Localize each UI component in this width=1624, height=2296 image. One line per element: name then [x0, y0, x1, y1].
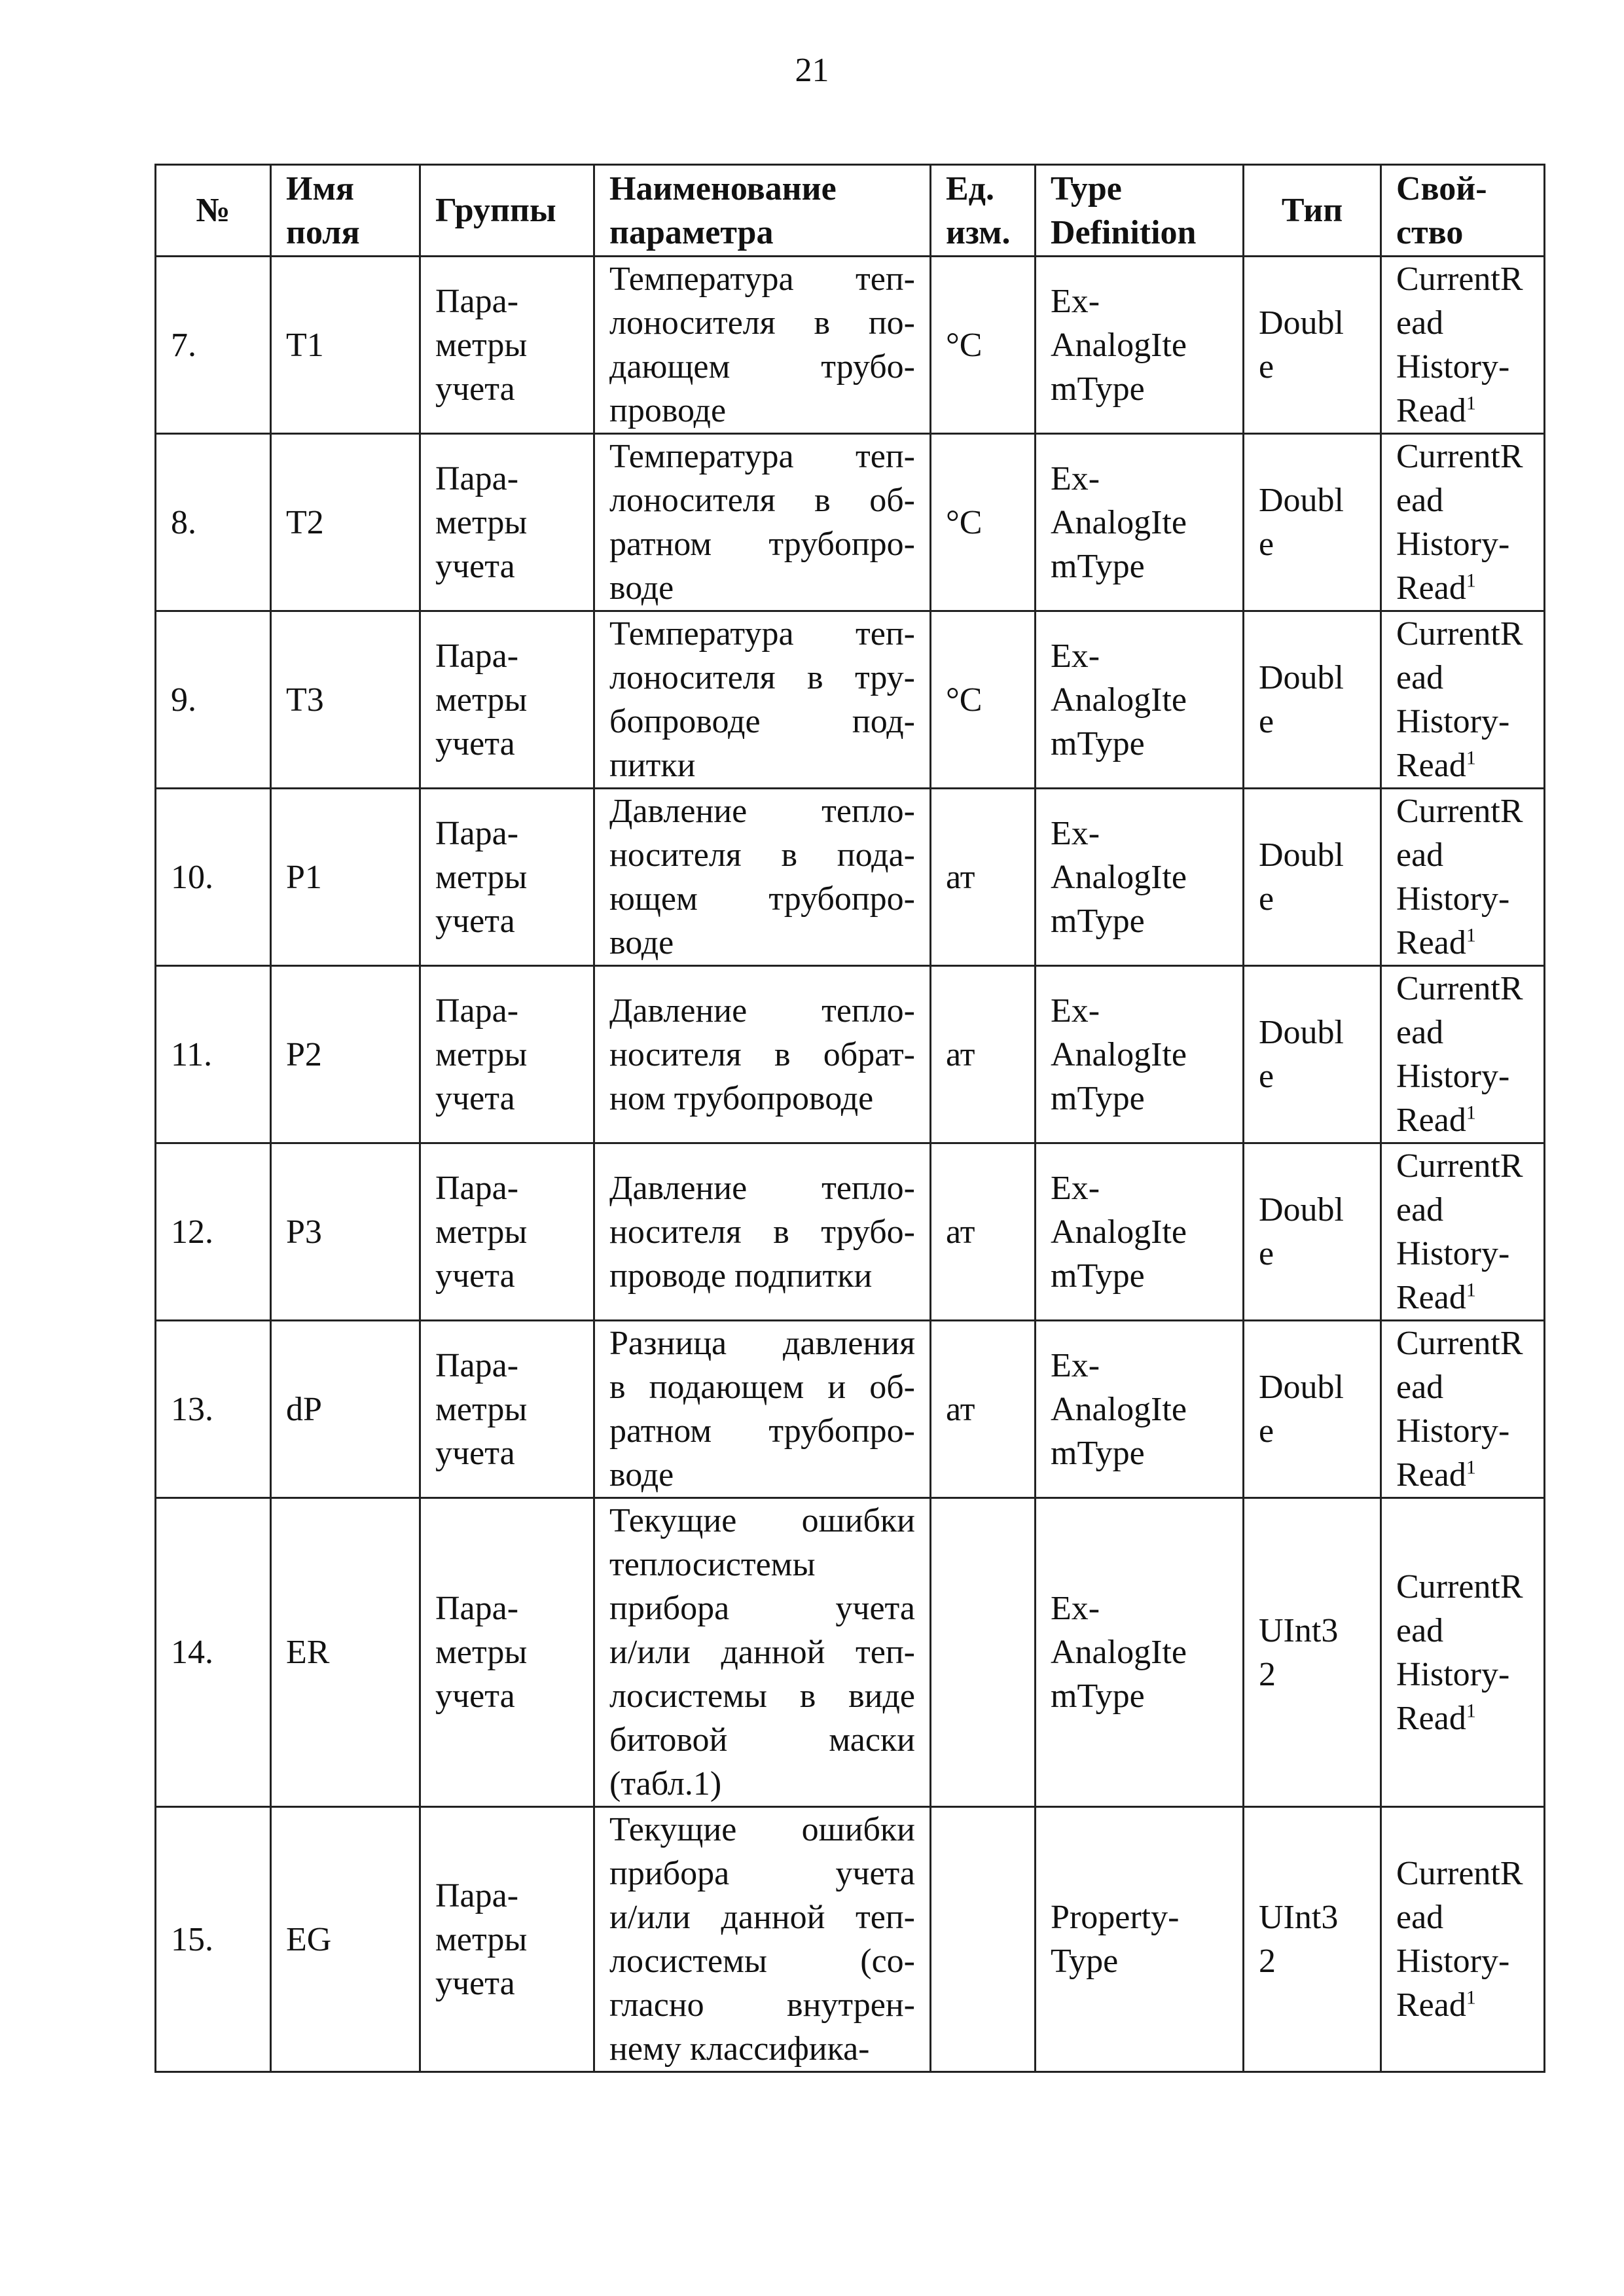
row-number-cell: 9.	[156, 611, 271, 789]
table-body	[156, 257, 1545, 2072]
header-property	[1381, 165, 1545, 257]
parameter-name-line: (табл.1)	[609, 1765, 722, 1803]
property-line: Read	[1396, 1699, 1466, 1737]
table-row	[156, 1143, 1545, 1321]
unit-cell	[931, 1807, 1036, 2072]
data-type-line: Doubl	[1259, 482, 1344, 519]
header-type-definition	[1036, 165, 1244, 257]
parameter-name-line: ющем трубопро-	[609, 880, 915, 918]
group-line: Пара-	[435, 814, 519, 852]
parameter-name-line: Давление тепло-	[609, 793, 915, 830]
table-row	[156, 257, 1545, 434]
header-parameter-name-line: Наименование	[609, 170, 837, 207]
header-parameter-name	[594, 165, 931, 257]
group-line: учета	[435, 902, 515, 940]
property-line: Read	[1396, 1102, 1466, 1139]
data-type-cell	[1244, 257, 1381, 434]
property-line: CurrentR	[1396, 1325, 1523, 1362]
group-line: Пара-	[435, 637, 519, 675]
footnote-marker: 1	[1466, 392, 1476, 414]
parameter-name-cell	[594, 1143, 931, 1321]
data-type-line: e	[1259, 526, 1274, 563]
parameter-name-line: воде	[609, 569, 674, 607]
row-number-cell: 11.	[156, 966, 271, 1143]
group-line: Пара-	[435, 992, 519, 1030]
type-definition-cell	[1036, 434, 1244, 611]
parameter-name-line: ратном трубопро-	[609, 1412, 915, 1450]
property-cell	[1381, 789, 1545, 966]
parameter-name-line: проводе подпитки	[609, 1257, 873, 1295]
property-line-with-footnote	[1396, 1276, 1529, 1319]
header-type-definition-line: Definition	[1051, 213, 1197, 251]
property-line-with-footnote	[1396, 1983, 1529, 2027]
data-type-cell	[1244, 1498, 1381, 1807]
group-line: учета	[435, 547, 515, 585]
property-cell	[1381, 966, 1545, 1143]
data-type-cell	[1244, 611, 1381, 789]
data-type-line: Doubl	[1259, 304, 1344, 342]
row-number-cell: 15.	[156, 1807, 271, 2072]
group-line: метры	[435, 1920, 528, 1958]
property-cell	[1381, 1498, 1545, 1807]
property-line: ead	[1396, 1611, 1444, 1649]
property-line-with-footnote	[1396, 744, 1529, 787]
property-line: Read	[1396, 1456, 1466, 1494]
type-definition-line: mType	[1051, 1434, 1145, 1472]
header-groups: Группы	[420, 165, 594, 257]
unit-cell: ат	[931, 789, 1036, 966]
table-row	[156, 1321, 1545, 1498]
header-property-line: Свой-	[1396, 170, 1487, 207]
property-line: History-	[1396, 703, 1510, 740]
header-parameter-name-line: параметра	[609, 213, 774, 251]
row-number-cell: 8.	[156, 434, 271, 611]
property-line: ead	[1396, 1369, 1444, 1406]
type-definition-line: Type	[1051, 1943, 1119, 1980]
row-number-cell: 12.	[156, 1143, 271, 1321]
property-line: CurrentR	[1396, 260, 1523, 298]
footnote-marker: 1	[1466, 569, 1476, 592]
type-definition-line: AnalogIte	[1051, 681, 1187, 719]
header-unit	[931, 165, 1036, 257]
parameter-name-cell	[594, 966, 931, 1143]
parameter-name-line: прибора учета	[609, 1590, 915, 1627]
group-line: метры	[435, 1035, 528, 1073]
field-name-cell: T2	[271, 434, 420, 611]
parameter-name-line: воде	[609, 924, 674, 961]
group-cell	[420, 434, 594, 611]
property-line: Read	[1396, 747, 1466, 784]
type-definition-cell	[1036, 257, 1244, 434]
parameter-name-line: лоносителя в об-	[609, 482, 915, 519]
footnote-marker: 1	[1466, 747, 1476, 769]
parameter-name-line: Давление тепло-	[609, 1169, 915, 1207]
group-line: Пара-	[435, 1590, 519, 1627]
field-name-cell: T3	[271, 611, 420, 789]
group-cell	[420, 966, 594, 1143]
header-field-name-line: Имя	[286, 170, 354, 207]
footnote-marker: 1	[1466, 1700, 1476, 1722]
row-number-cell: 14.	[156, 1498, 271, 1807]
row-number-cell: 7.	[156, 257, 271, 434]
group-line: метры	[435, 1634, 528, 1671]
type-definition-line: mType	[1051, 1677, 1145, 1715]
group-line: Пара-	[435, 459, 519, 497]
footnote-marker: 1	[1466, 1456, 1476, 1479]
group-line: учета	[435, 370, 515, 408]
parameter-name-line: битовой маски	[609, 1721, 915, 1759]
property-line: CurrentR	[1396, 1855, 1523, 1892]
type-definition-line: mType	[1051, 1257, 1145, 1295]
header-property-line: ство	[1396, 213, 1464, 251]
type-definition-line: mType	[1051, 370, 1145, 408]
type-definition-cell	[1036, 1807, 1244, 2072]
footnote-marker: 1	[1466, 1102, 1476, 1124]
parameter-name-line: Температура теп-	[609, 438, 915, 475]
parameter-name-line: Температура теп-	[609, 260, 915, 298]
type-definition-line: AnalogIte	[1051, 1213, 1187, 1251]
parameter-name-line: нему классифика-	[609, 2030, 870, 2068]
group-line: учета	[435, 1257, 515, 1295]
header-field-name-line: поля	[286, 213, 360, 251]
data-type-line: e	[1259, 1058, 1274, 1095]
property-line-with-footnote	[1396, 1453, 1529, 1497]
type-definition-line: mType	[1051, 725, 1145, 762]
parameter-name-cell	[594, 434, 931, 611]
parameter-name-cell	[594, 1498, 931, 1807]
parameter-name-cell	[594, 789, 931, 966]
data-type-line: e	[1259, 880, 1274, 918]
group-line: учета	[435, 1964, 515, 2002]
table-row	[156, 966, 1545, 1143]
group-line: метры	[435, 503, 528, 541]
type-definition-cell	[1036, 789, 1244, 966]
type-definition-cell	[1036, 1143, 1244, 1321]
property-line-with-footnote	[1396, 921, 1529, 965]
unit-cell: ат	[931, 1321, 1036, 1498]
group-line: учета	[435, 1677, 515, 1715]
type-definition-line: Ex-	[1051, 459, 1100, 497]
type-definition-line: Ex-	[1051, 1590, 1100, 1627]
data-type-line: UInt3	[1259, 1611, 1339, 1649]
type-definition-line: Property-	[1051, 1899, 1180, 1936]
data-type-line: e	[1259, 348, 1274, 386]
group-line: Пара-	[435, 1876, 519, 1914]
parameter-name-line: питки	[609, 747, 696, 784]
type-definition-line: Ex-	[1051, 282, 1100, 320]
type-definition-line: mType	[1051, 547, 1145, 585]
property-line: ead	[1396, 659, 1444, 696]
type-definition-line: AnalogIte	[1051, 326, 1187, 364]
group-cell	[420, 611, 594, 789]
parameter-name-line: бопроводе под-	[609, 703, 915, 740]
parameter-name-line: лоносителя в тру-	[609, 659, 915, 696]
property-line: History-	[1396, 1235, 1510, 1272]
property-line-with-footnote	[1396, 566, 1529, 610]
parameter-name-line: дающем трубо-	[609, 348, 915, 386]
type-definition-line: mType	[1051, 1079, 1145, 1117]
data-type-cell	[1244, 789, 1381, 966]
type-definition-cell	[1036, 1498, 1244, 1807]
property-line: ead	[1396, 1191, 1444, 1229]
property-line: ead	[1396, 1014, 1444, 1051]
parameter-name-line: лоносителя в по-	[609, 304, 915, 342]
property-line: History-	[1396, 526, 1510, 563]
unit-cell	[931, 1498, 1036, 1807]
property-line: CurrentR	[1396, 1568, 1523, 1605]
table-row	[156, 434, 1545, 611]
parameter-name-line: Температура теп-	[609, 615, 915, 653]
field-name-cell: EG	[271, 1807, 420, 2072]
parameter-name-line: в подающем и об-	[609, 1369, 915, 1406]
data-type-cell	[1244, 1143, 1381, 1321]
header-type-definition-line: Type	[1051, 170, 1122, 207]
parameters-table	[154, 164, 1545, 2073]
data-type-line: e	[1259, 1235, 1274, 1272]
type-definition-line: AnalogIte	[1051, 1634, 1187, 1671]
type-definition-cell	[1036, 611, 1244, 789]
parameter-name-cell	[594, 1807, 931, 2072]
type-definition-line: Ex-	[1051, 814, 1100, 852]
property-line: CurrentR	[1396, 615, 1523, 653]
header-unit-line: Ед.	[946, 170, 994, 207]
property-line: History-	[1396, 1058, 1510, 1095]
property-line: Read	[1396, 1986, 1466, 2024]
table-row	[156, 1498, 1545, 1807]
group-cell	[420, 1807, 594, 2072]
group-line: учета	[435, 725, 515, 762]
data-type-cell	[1244, 434, 1381, 611]
property-cell	[1381, 257, 1545, 434]
property-line: CurrentR	[1396, 1147, 1523, 1185]
parameter-name-cell	[594, 611, 931, 789]
data-type-cell	[1244, 1321, 1381, 1498]
header-unit-line: изм.	[946, 213, 1011, 251]
parameter-name-line: и/или данной теп-	[609, 1634, 915, 1671]
data-type-line: 2	[1259, 1655, 1276, 1693]
property-line: Read	[1396, 924, 1466, 961]
property-line: ead	[1396, 304, 1444, 342]
property-line-with-footnote	[1396, 389, 1529, 433]
page-number: 21	[795, 52, 829, 89]
data-type-line: Doubl	[1259, 836, 1344, 874]
header-type: Тип	[1244, 165, 1381, 257]
unit-cell: °C	[931, 434, 1036, 611]
property-line: ead	[1396, 1899, 1444, 1936]
property-line: CurrentR	[1396, 970, 1523, 1007]
table-row	[156, 789, 1545, 966]
property-line-with-footnote	[1396, 1098, 1529, 1142]
data-type-cell	[1244, 1807, 1381, 2072]
field-name-cell: P3	[271, 1143, 420, 1321]
type-definition-line: AnalogIte	[1051, 1035, 1187, 1073]
unit-cell: °C	[931, 611, 1036, 789]
property-line: Read	[1396, 569, 1466, 607]
group-line: метры	[435, 858, 528, 896]
type-definition-line: Ex-	[1051, 1346, 1100, 1384]
table-header-row	[156, 165, 1545, 257]
data-type-line: e	[1259, 1412, 1274, 1450]
parameter-name-line: Текущие ошибки	[609, 1811, 915, 1848]
data-type-line: Doubl	[1259, 659, 1344, 696]
property-line: ead	[1396, 482, 1444, 519]
property-cell	[1381, 1321, 1545, 1498]
group-line: метры	[435, 1390, 528, 1428]
field-name-cell: dP	[271, 1321, 420, 1498]
parameter-name-line: Разница давления	[609, 1325, 915, 1362]
property-cell	[1381, 1807, 1545, 2072]
parameter-name-line: прибора учета	[609, 1855, 915, 1892]
type-definition-line: AnalogIte	[1051, 1390, 1187, 1428]
data-type-line: Doubl	[1259, 1369, 1344, 1406]
type-definition-line: mType	[1051, 902, 1145, 940]
header-field-name	[271, 165, 420, 257]
data-type-line: Doubl	[1259, 1014, 1344, 1051]
parameter-name-line: Давление тепло-	[609, 992, 915, 1030]
parameter-name-line: лосистемы в виде	[609, 1677, 915, 1715]
property-line: ead	[1396, 836, 1444, 874]
property-line: History-	[1396, 1412, 1510, 1450]
type-definition-cell	[1036, 1321, 1244, 1498]
group-line: учета	[435, 1434, 515, 1472]
parameter-name-line: Текущие ошибки	[609, 1502, 915, 1539]
group-line: Пара-	[435, 1346, 519, 1384]
property-line: Read	[1396, 1279, 1466, 1316]
parameter-name-line: проводе	[609, 392, 727, 429]
group-cell	[420, 257, 594, 434]
data-type-line: 2	[1259, 1943, 1276, 1980]
group-line: метры	[435, 326, 528, 364]
footnote-marker: 1	[1466, 924, 1476, 946]
parameter-name-line: лосистемы (со-	[609, 1943, 915, 1980]
property-line: History-	[1396, 1655, 1510, 1693]
footnote-marker: 1	[1466, 1279, 1476, 1301]
property-line: History-	[1396, 880, 1510, 918]
unit-cell: ат	[931, 966, 1036, 1143]
type-definition-line: Ex-	[1051, 637, 1100, 675]
parameter-name-line: и/или данной теп-	[609, 1899, 915, 1936]
parameter-name-line: теплосистемы	[609, 1546, 816, 1583]
property-line: CurrentR	[1396, 438, 1523, 475]
unit-cell: °C	[931, 257, 1036, 434]
group-line: Пара-	[435, 282, 519, 320]
property-line: History-	[1396, 1943, 1510, 1980]
table-row	[156, 1807, 1545, 2072]
group-cell	[420, 1321, 594, 1498]
group-cell	[420, 1498, 594, 1807]
property-line-with-footnote	[1396, 1696, 1529, 1740]
data-type-line: e	[1259, 703, 1274, 740]
parameter-name-line: носителя в обрат-	[609, 1035, 915, 1073]
data-type-line: UInt3	[1259, 1899, 1339, 1936]
parameter-name-line: гласно внутрен-	[609, 1986, 915, 2024]
property-cell	[1381, 434, 1545, 611]
unit-cell: ат	[931, 1143, 1036, 1321]
parameter-name-line: ратном трубопро-	[609, 526, 915, 563]
field-name-cell: P1	[271, 789, 420, 966]
type-definition-cell	[1036, 966, 1244, 1143]
field-name-cell: ER	[271, 1498, 420, 1807]
group-line: учета	[435, 1079, 515, 1117]
property-line: History-	[1396, 348, 1510, 386]
type-definition-line: AnalogIte	[1051, 503, 1187, 541]
row-number-cell: 10.	[156, 789, 271, 966]
property-cell	[1381, 1143, 1545, 1321]
parameter-name-cell	[594, 257, 931, 434]
header-number: №	[156, 165, 271, 257]
property-line: Read	[1396, 392, 1466, 429]
type-definition-line: Ex-	[1051, 992, 1100, 1030]
group-line: метры	[435, 681, 528, 719]
property-cell	[1381, 611, 1545, 789]
property-line: CurrentR	[1396, 793, 1523, 830]
footnote-marker: 1	[1466, 1986, 1476, 2009]
type-definition-line: Ex-	[1051, 1169, 1100, 1207]
row-number-cell: 13.	[156, 1321, 271, 1498]
field-name-cell: T1	[271, 257, 420, 434]
group-cell	[420, 1143, 594, 1321]
parameter-name-line: носителя в пода-	[609, 836, 915, 874]
group-cell	[420, 789, 594, 966]
parameter-name-line: ном трубопроводе	[609, 1079, 874, 1117]
data-type-cell	[1244, 966, 1381, 1143]
type-definition-line: AnalogIte	[1051, 858, 1187, 896]
parameter-name-line: воде	[609, 1456, 674, 1494]
group-line: Пара-	[435, 1169, 519, 1207]
group-line: метры	[435, 1213, 528, 1251]
data-type-line: Doubl	[1259, 1191, 1344, 1229]
parameter-name-line: носителя в трубо-	[609, 1213, 915, 1251]
field-name-cell: P2	[271, 966, 420, 1143]
table-row	[156, 611, 1545, 789]
parameter-name-cell	[594, 1321, 931, 1498]
